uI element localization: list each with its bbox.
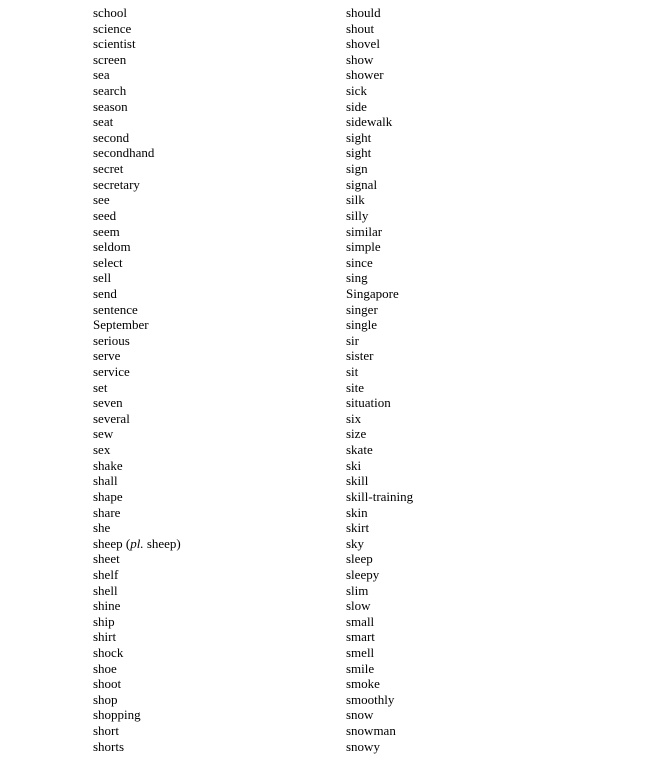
word-right-1: [346, 5, 413, 21]
word-left-32: [93, 489, 181, 505]
word-text: service: [93, 364, 130, 380]
word-right-12: [346, 177, 413, 193]
word-left-46: [93, 707, 181, 723]
word-left-8: [93, 114, 181, 130]
word-right-37: [346, 567, 413, 583]
word-right-11: [346, 161, 413, 177]
word-left-35: [93, 536, 181, 552]
word-text: shell: [93, 582, 118, 598]
word-right-22: [346, 333, 413, 349]
word-right-48: [346, 739, 413, 755]
word-left-15: [93, 224, 181, 240]
word-text: show: [346, 51, 374, 67]
word-text: seed: [93, 207, 117, 223]
word-text: sidewalk: [346, 114, 393, 130]
word-left-14: [93, 208, 181, 224]
word-text: shock: [93, 644, 124, 660]
word-right-39: [346, 598, 413, 614]
word-right-15: [346, 224, 413, 240]
word-text: serve: [93, 348, 121, 364]
word-text: shape: [93, 488, 123, 504]
word-left-38: [93, 583, 181, 599]
word-text: slim: [346, 582, 369, 598]
word-right-36: [346, 551, 413, 567]
word-text: snowy: [346, 738, 380, 754]
word-left-1: [93, 5, 181, 21]
word-text: sir: [346, 332, 359, 348]
word-text: science: [93, 20, 132, 36]
word-left-5: [93, 67, 181, 83]
word-text: scientist: [93, 36, 136, 52]
word-text: shout: [346, 20, 375, 36]
word-text: secondhand: [93, 145, 155, 161]
word-text: serious: [93, 332, 130, 348]
word-left-4: [93, 52, 181, 68]
word-left-43: [93, 661, 181, 677]
word-text: shoe: [93, 660, 117, 676]
word-text: sleepy: [346, 566, 380, 582]
word-right-34: [346, 520, 413, 536]
word-text: shake: [93, 457, 123, 473]
word-right-35: [346, 536, 413, 552]
word-left-18: [93, 270, 181, 286]
word-left-26: [93, 395, 181, 411]
word-right-44: [346, 676, 413, 692]
word-left-44: [93, 676, 181, 692]
word-left-40: [93, 614, 181, 630]
plural-note-open: (: [122, 535, 131, 551]
word-right-45: [346, 692, 413, 708]
word-left-42: [93, 645, 181, 661]
word-left-36: [93, 551, 181, 567]
word-right-10: [346, 145, 413, 161]
word-text: sing: [346, 270, 368, 286]
word-text: smell: [346, 644, 375, 660]
word-left-41: [93, 629, 181, 645]
word-text: short: [93, 723, 119, 739]
word-right-23: [346, 348, 413, 364]
word-text: secretary: [93, 176, 140, 192]
word-left-6: [93, 83, 181, 99]
word-text: several: [93, 410, 130, 426]
word-text: ship: [93, 613, 115, 629]
word-text: six: [346, 410, 362, 426]
word-left-39: [93, 598, 181, 614]
word-left-16: [93, 239, 181, 255]
word-left-17: [93, 255, 181, 271]
word-text: share: [93, 504, 121, 520]
word-right-26: [346, 395, 413, 411]
word-left-11: [93, 161, 181, 177]
word-text: seven: [93, 395, 123, 411]
word-right-28: [346, 426, 413, 442]
word-right-6: [346, 83, 413, 99]
word-text: sister: [346, 348, 374, 364]
word-text: September: [93, 317, 149, 333]
word-right-18: [346, 270, 413, 286]
plural-note-abbr: pl.: [130, 535, 144, 551]
word-text: select: [93, 254, 123, 270]
word-left-19: [93, 286, 181, 302]
word-right-31: [346, 473, 413, 489]
word-text: sentence: [93, 301, 138, 317]
word-text: sight: [346, 145, 372, 161]
word-right-9: [346, 130, 413, 146]
word-left-37: [93, 567, 181, 583]
word-text: snowman: [346, 723, 396, 739]
word-text: single: [346, 317, 378, 333]
word-text: shoot: [93, 676, 122, 692]
word-right-3: [346, 36, 413, 52]
word-text: signal: [346, 176, 378, 192]
word-text: silly: [346, 207, 369, 223]
word-text: sew: [93, 426, 114, 442]
word-left-25: [93, 380, 181, 396]
word-right-20: [346, 302, 413, 318]
word-text: school: [93, 5, 127, 20]
word-right-41: [346, 629, 413, 645]
word-right-24: [346, 364, 413, 380]
word-text: smoothly: [346, 691, 395, 707]
word-left-22: [93, 333, 181, 349]
word-text: skate: [346, 442, 373, 458]
word-text: second: [93, 129, 130, 145]
word-text: small: [346, 613, 375, 629]
word-text: screen: [93, 51, 127, 67]
word-left-28: [93, 426, 181, 442]
word-left-2: [93, 21, 181, 37]
word-text: seat: [93, 114, 114, 130]
word-text: sea: [93, 67, 110, 83]
word-text: set: [93, 379, 108, 395]
word-right-7: [346, 99, 413, 115]
word-right-42: [346, 645, 413, 661]
word-left-20: [93, 302, 181, 318]
word-text: sit: [346, 364, 359, 380]
word-text: shorts: [93, 738, 125, 754]
word-right-43: [346, 661, 413, 677]
word-text: side: [346, 98, 367, 114]
word-left-33: [93, 505, 181, 521]
word-text: since: [346, 254, 373, 270]
word-text: ski: [346, 457, 362, 473]
word-text: skill-training: [346, 488, 414, 504]
word-text: seem: [93, 223, 120, 239]
word-right-40: [346, 614, 413, 630]
word-text: slow: [346, 598, 371, 614]
word-left-9: [93, 130, 181, 146]
word-text: smart: [346, 629, 375, 645]
word-right-8: [346, 114, 413, 130]
word-right-4: [346, 52, 413, 68]
word-text: should: [346, 5, 381, 20]
word-text: seldom: [93, 239, 131, 255]
word-text: skin: [346, 504, 368, 520]
word-text: singer: [346, 301, 378, 317]
word-text: snow: [346, 707, 374, 723]
word-text: sex: [93, 442, 111, 458]
word-right-16: [346, 239, 413, 255]
word-left-10: [93, 145, 181, 161]
word-text: shower: [346, 67, 384, 83]
word-text: sight: [346, 129, 372, 145]
word-right-25: [346, 380, 413, 396]
word-left-21: [93, 317, 181, 333]
word-text: size: [346, 426, 367, 442]
word-left-13: [93, 192, 181, 208]
word-right-27: [346, 411, 413, 427]
word-text: smile: [346, 660, 375, 676]
word-left-31: [93, 473, 181, 489]
word-text: site: [346, 379, 365, 395]
word-text: sell: [93, 270, 112, 286]
word-left-48: [93, 739, 181, 755]
word-left-27: [93, 411, 181, 427]
word-text: sick: [346, 83, 367, 99]
word-left-23: [93, 348, 181, 364]
word-text: silk: [346, 192, 365, 208]
word-text: see: [93, 192, 110, 208]
word-text: shirt: [93, 629, 117, 645]
word-right-14: [346, 208, 413, 224]
word-left-45: [93, 692, 181, 708]
word-text: similar: [346, 223, 383, 239]
word-text: skirt: [346, 520, 370, 536]
word-text: search: [93, 83, 127, 99]
word-left-24: [93, 364, 181, 380]
word-left-12: [93, 177, 181, 193]
word-right-46: [346, 707, 413, 723]
word-text: shopping: [93, 707, 141, 723]
word-left-47: [93, 723, 181, 739]
word-right-32: [346, 489, 413, 505]
word-right-2: [346, 21, 413, 37]
word-text: sleep: [346, 551, 373, 567]
word-text: secret: [93, 161, 124, 177]
word-left-30: [93, 458, 181, 474]
word-text: sheep: [93, 535, 123, 551]
word-text: shop: [93, 691, 118, 707]
word-left-29: [93, 442, 181, 458]
word-text: season: [93, 98, 128, 114]
word-right-17: [346, 255, 413, 271]
word-right-21: [346, 317, 413, 333]
word-text: smoke: [346, 676, 380, 692]
plural-note-value: sheep): [143, 535, 181, 551]
word-text: send: [93, 285, 117, 301]
word-text: situation: [346, 395, 391, 411]
word-left-34: [93, 520, 181, 536]
word-text: shovel: [346, 36, 380, 52]
word-left-3: [93, 36, 181, 52]
word-text: Singapore: [346, 285, 399, 301]
word-right-30: [346, 458, 413, 474]
word-text: shelf: [93, 566, 119, 582]
word-text: sky: [346, 535, 365, 551]
word-text: sign: [346, 161, 368, 177]
word-text: skill: [346, 473, 369, 489]
word-left-7: [93, 99, 181, 115]
word-right-38: [346, 583, 413, 599]
word-text: shine: [93, 598, 121, 614]
word-text: sheet: [93, 551, 120, 567]
word-column-left: [93, 5, 181, 754]
word-right-29: [346, 442, 413, 458]
word-right-5: [346, 67, 413, 83]
word-right-13: [346, 192, 413, 208]
word-text: simple: [346, 239, 381, 255]
word-text: she: [93, 520, 111, 536]
word-right-33: [346, 505, 413, 521]
word-right-47: [346, 723, 413, 739]
word-right-19: [346, 286, 413, 302]
word-text: shall: [93, 473, 118, 489]
word-column-right: [346, 5, 413, 754]
